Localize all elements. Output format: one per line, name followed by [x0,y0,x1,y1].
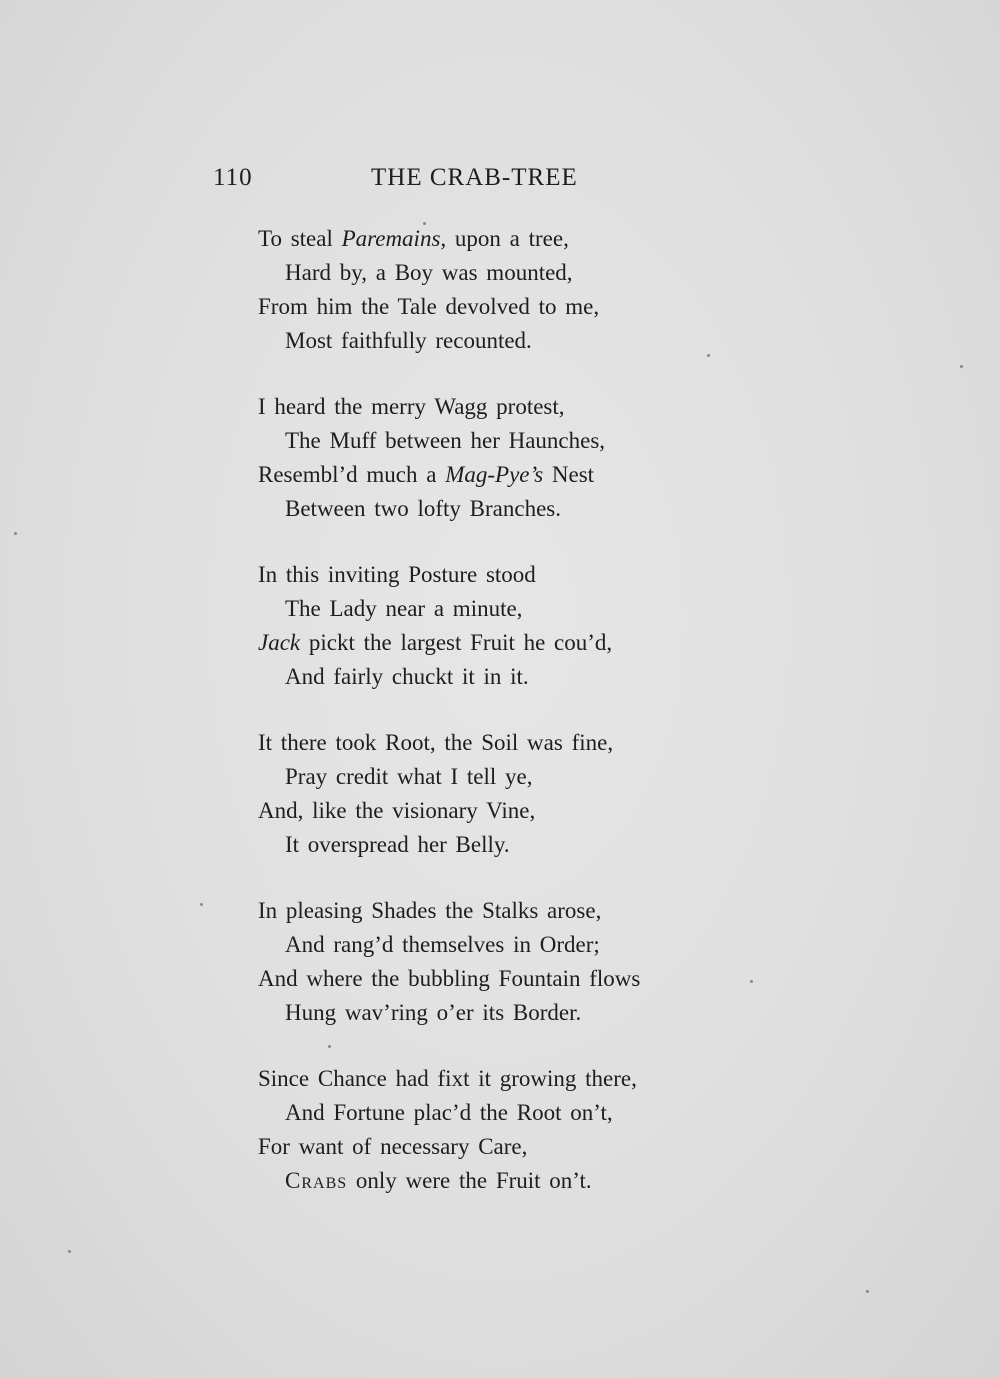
paper-speck [866,1290,869,1293]
stanza-2 [258,390,728,526]
paper-speck [328,1045,331,1048]
line-text: Resembl’d much a [258,462,446,487]
poem [258,222,728,1230]
line-text: pickt the largest Fruit he cou’d, [300,630,613,655]
paper-speck [707,354,710,357]
running-head [213,164,603,198]
poem-line: Hard by, a Boy was mounted, [285,260,573,285]
paper-speck [423,222,426,225]
poem-line: And rang’d themselves in Order; [285,932,600,957]
poem-line [258,222,728,256]
poem-line: And where the bubbling Fountain flows [258,966,641,991]
stanza-4 [258,726,728,862]
paper-speck [750,980,753,983]
poem-line: The Muff between her Haunches, [285,428,606,453]
poem-line: For want of necessary Care, [258,1134,528,1159]
poem-line [258,458,728,492]
poem-line [258,626,728,660]
line-text: To steal [258,226,342,251]
poem-line: I heard the merry Wagg protest, [258,394,565,419]
italic-word: Jack [258,630,301,655]
poem-line: In this inviting Posture stood [258,562,536,587]
poem-line: It overspread her Belly. [285,832,510,857]
paper-speck [14,532,17,535]
paper-speck [960,365,963,368]
poem-line: In pleasing Shades the Stalks arose, [258,898,602,923]
poem-line: And fairly chuckt it in it. [285,664,529,689]
stanza-6 [258,1062,728,1198]
page-title: THE CRAB-TREE [371,164,578,191]
poem-line: Pray credit what I tell ye, [285,764,533,789]
poem-line [258,1164,728,1198]
paper-speck [68,1250,71,1253]
poem-line: Most faithfully recounted. [285,328,532,353]
line-text: only were the Fruit on’t. [347,1168,592,1193]
poem-line: Between two lofty Branches. [285,496,561,521]
stanza-5 [258,894,728,1030]
poem-line: From him the Tale devolved to me, [258,294,600,319]
poem-line: The Lady near a minute, [285,596,523,621]
line-text: Nest [543,462,595,487]
poem-line: It there took Root, the Soil was fine, [258,730,614,755]
page-number: 110 [213,164,253,191]
poem-line: Hung wav’ring o’er its Border. [285,1000,582,1025]
italic-word: Mag-Pye’s [445,462,544,487]
small-caps-word: Crabs [285,1168,348,1193]
poem-line: And Fortune plac’d the Root on’t, [285,1100,613,1125]
paper-speck [200,903,203,906]
stanza-1 [258,222,728,358]
italic-word: Paremains, [341,226,447,251]
stanza-3 [258,558,728,694]
poem-line: And, like the visionary Vine, [258,798,536,823]
line-text: upon a tree, [446,226,569,251]
poem-line: Since Chance had fixt it growing there, [258,1066,637,1091]
